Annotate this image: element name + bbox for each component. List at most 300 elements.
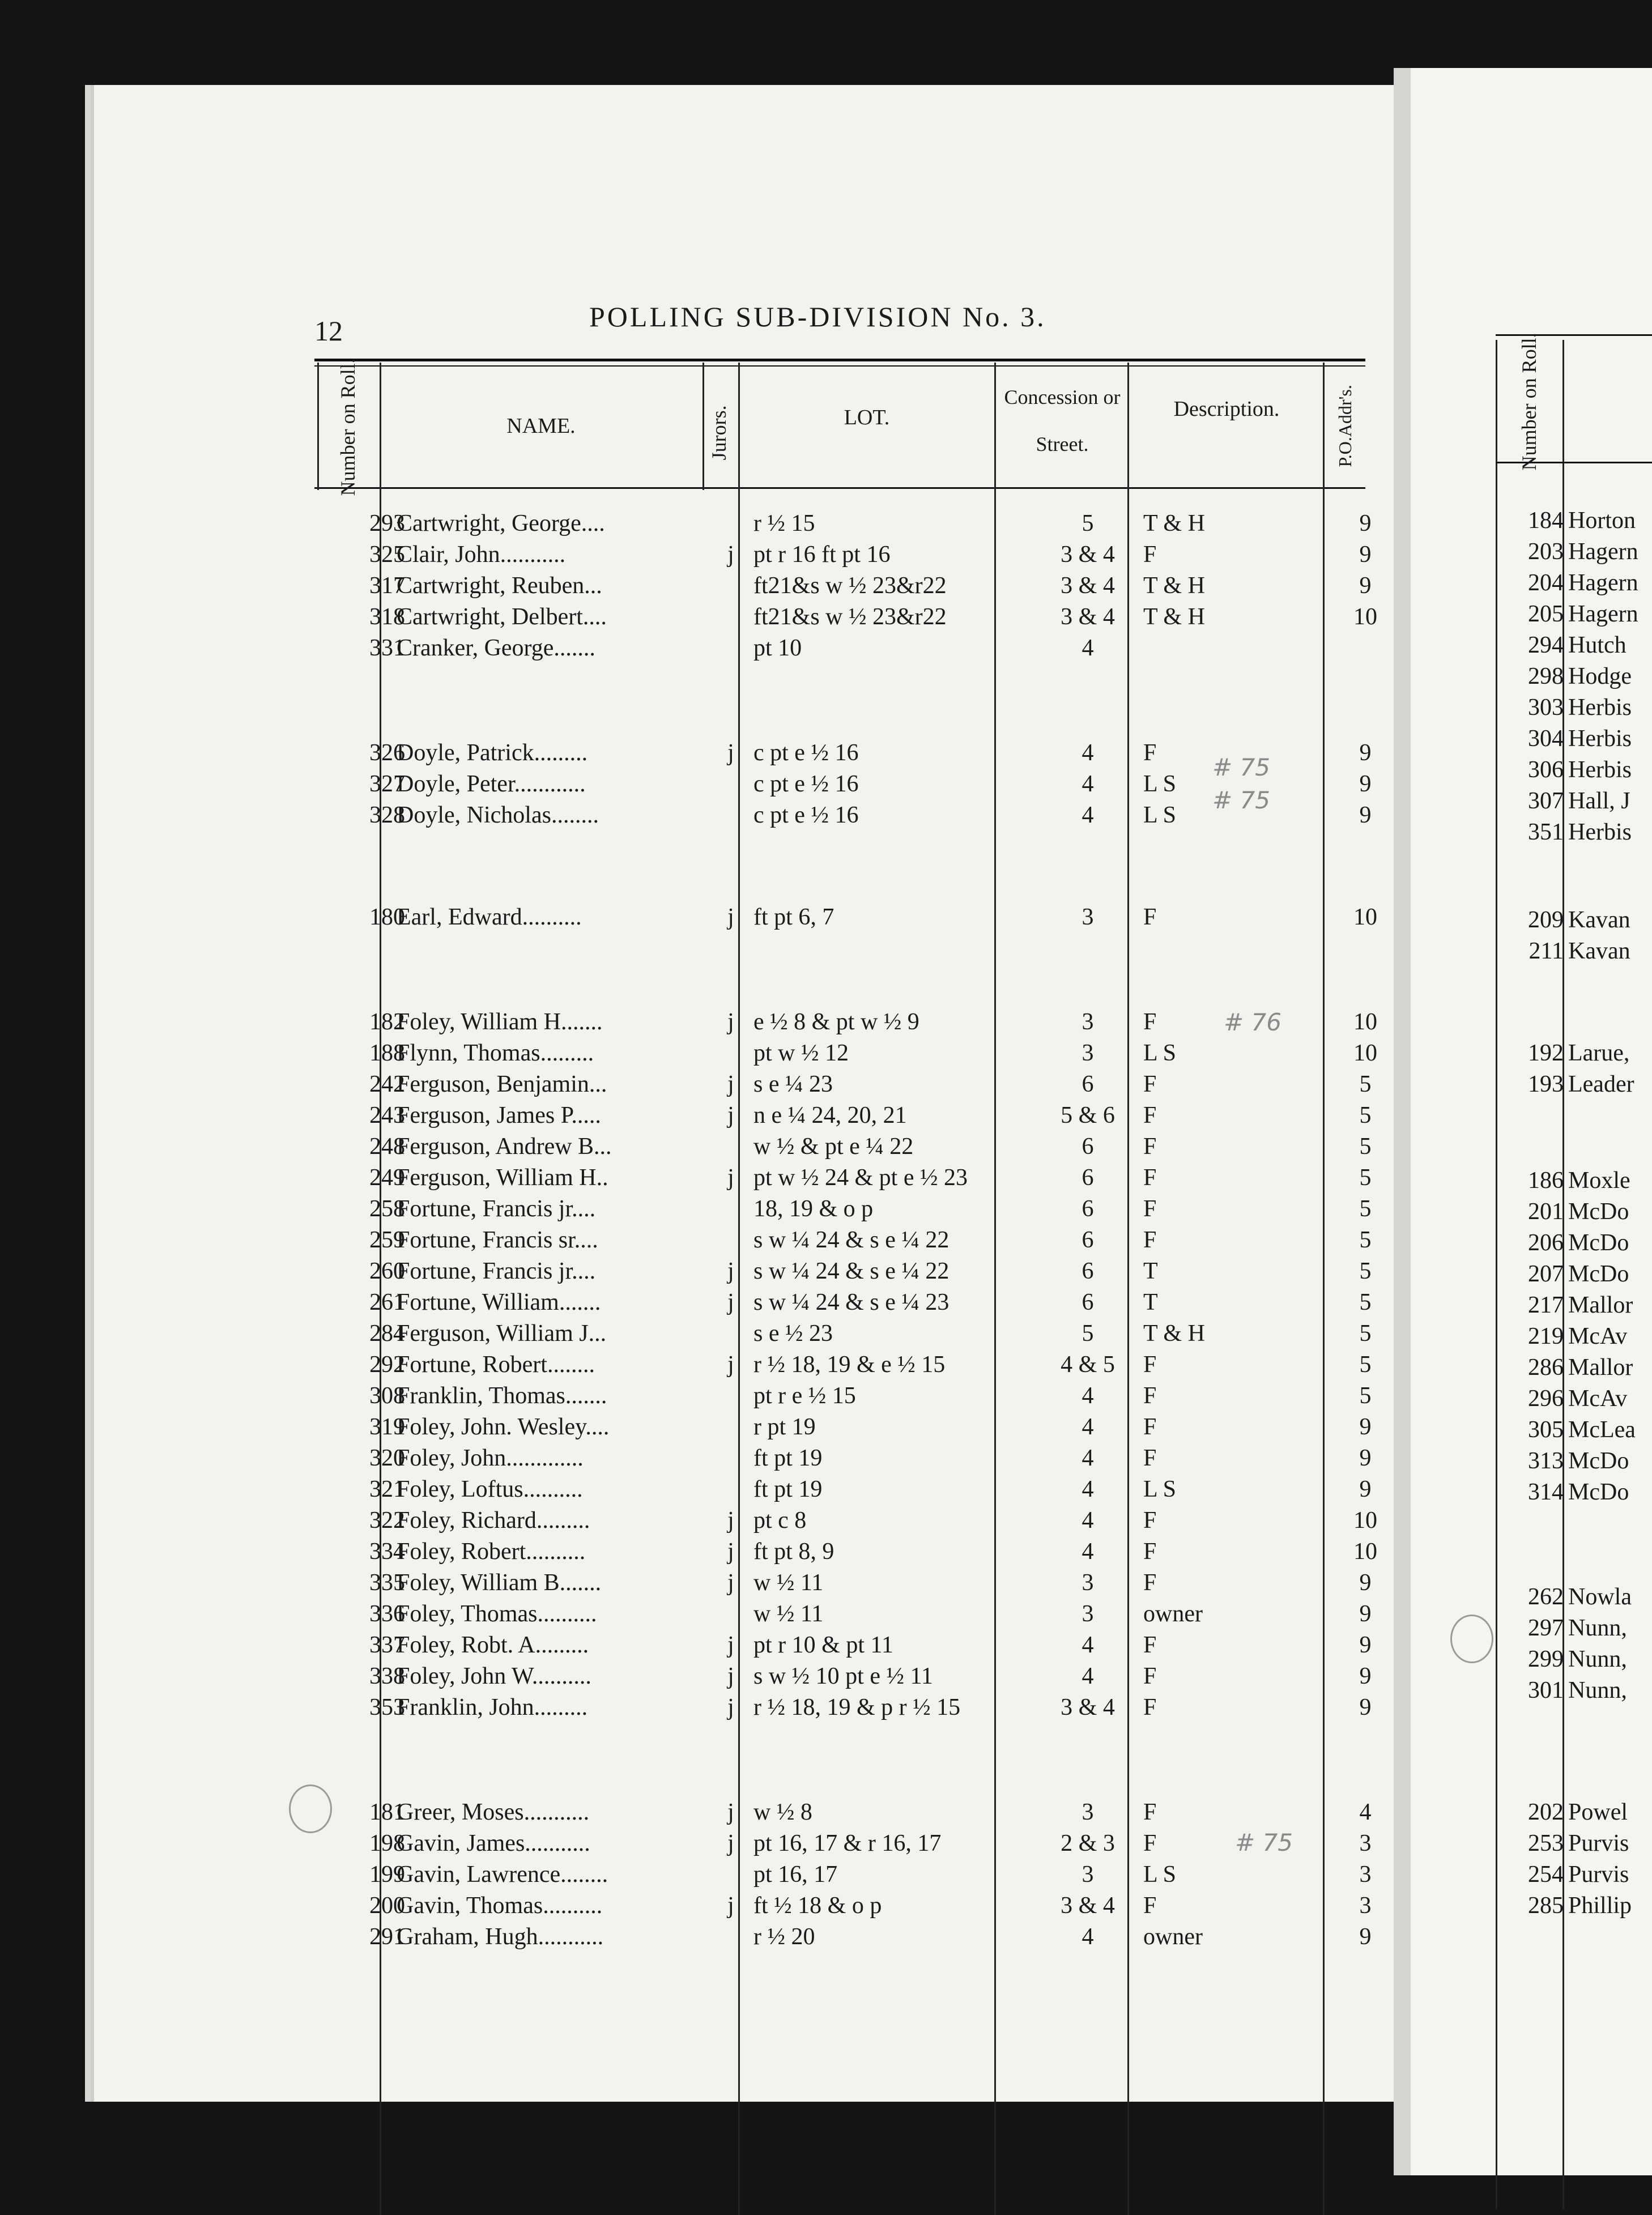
roll-number: 320 [369, 1445, 405, 1471]
lot-cell: r ½ 15 [753, 510, 815, 536]
concession-cell: 5 & 6 [1061, 1102, 1115, 1128]
po-address-cell: 9 [1359, 771, 1372, 797]
lot-cell: s w ½ 10 pt e ½ 11 [753, 1663, 933, 1689]
voter-name: Fortune, Francis jr.... [397, 1196, 596, 1222]
voter-name: Ferguson, William J... [397, 1321, 607, 1347]
voter-name: Foley, Loftus.......... [397, 1476, 583, 1502]
concession-cell: 3 [1082, 1601, 1094, 1627]
po-address-cell: 5 [1359, 1196, 1372, 1222]
concession-cell: 4 [1082, 1507, 1094, 1534]
juror-mark: j [727, 1632, 734, 1658]
next-voter-name: McDo [1568, 1261, 1629, 1287]
roll-number: 331 [369, 635, 405, 661]
po-address-cell: 10 [1353, 1040, 1377, 1066]
concession-cell: 3 & 4 [1061, 573, 1115, 599]
concession-cell: 4 [1082, 1476, 1094, 1502]
next-roll-number: 203 [1528, 539, 1564, 565]
juror-mark: j [727, 1539, 734, 1565]
voter-name: Clair, John........... [397, 542, 566, 568]
next-roll-number: 306 [1528, 757, 1564, 783]
next-roll-number: 209 [1528, 907, 1564, 933]
lot-cell: ft pt 19 [753, 1445, 823, 1471]
next-header-number: Number on Roll. [1518, 333, 1541, 471]
next-roll-number: 294 [1528, 632, 1564, 658]
description-cell: F [1143, 1570, 1157, 1596]
lot-cell: ft21&s w ½ 23&r22 [753, 573, 947, 599]
roll-number: 199 [369, 1862, 405, 1888]
po-address-cell: 4 [1359, 1799, 1372, 1825]
lot-cell: pt 16, 17 [753, 1862, 838, 1888]
roll-number: 284 [369, 1321, 405, 1347]
concession-cell: 3 & 4 [1061, 1893, 1115, 1919]
concession-cell: 6 [1082, 1258, 1094, 1284]
po-address-cell: 5 [1359, 1289, 1372, 1315]
roll-number: 353 [369, 1694, 405, 1720]
next-roll-number: 307 [1528, 788, 1564, 814]
next-voter-name: Larue, [1568, 1040, 1630, 1066]
next-roll-number: 301 [1528, 1677, 1564, 1703]
next-voter-name: Mallor [1568, 1354, 1633, 1381]
next-roll-number: 313 [1528, 1448, 1564, 1474]
concession-cell: 3 & 4 [1061, 1694, 1115, 1720]
roll-number: 335 [369, 1570, 405, 1596]
concession-cell: 6 [1082, 1071, 1094, 1097]
lot-cell: s w ¼ 24 & s e ¼ 23 [753, 1289, 950, 1315]
concession-cell: 5 [1082, 510, 1094, 536]
next-roll-number: 351 [1528, 819, 1564, 845]
next-voter-name: Nowla [1568, 1584, 1632, 1610]
concession-cell: 4 [1082, 635, 1094, 661]
voter-name: Greer, Moses........... [397, 1799, 590, 1825]
lot-cell: pt r 10 & pt 11 [753, 1632, 893, 1658]
po-address-cell: 9 [1359, 573, 1372, 599]
col-line-left [317, 363, 319, 490]
po-address-cell: 9 [1359, 1414, 1372, 1440]
lot-cell: r pt 19 [753, 1414, 816, 1440]
voter-name: Ferguson, James P..... [397, 1102, 601, 1128]
voter-name: Gavin, James........... [397, 1830, 590, 1856]
lot-cell: pt w ½ 24 & pt e ½ 23 [753, 1165, 968, 1191]
next-roll-number: 314 [1528, 1479, 1564, 1505]
voter-name: Ferguson, Andrew B... [397, 1134, 612, 1160]
voter-name: Flynn, Thomas......... [397, 1040, 594, 1066]
header-number: Number on Roll. [337, 358, 360, 496]
handwritten-note: # 75 [1235, 1829, 1293, 1856]
voter-name: Ferguson, William H.. [397, 1165, 608, 1191]
description-cell: T [1143, 1258, 1158, 1284]
voter-name: Gavin, Lawrence........ [397, 1862, 608, 1888]
concession-cell: 3 [1082, 1040, 1094, 1066]
roll-number: 334 [369, 1539, 405, 1565]
voter-name: Foley, John............. [397, 1445, 584, 1471]
description-cell: F [1143, 1196, 1157, 1222]
next-voter-name: Kavan [1568, 907, 1630, 933]
next-roll-number: 201 [1528, 1199, 1564, 1225]
po-address-cell: 10 [1353, 904, 1377, 930]
description-cell: T & H [1143, 604, 1205, 630]
next-roll-number: 254 [1528, 1862, 1564, 1888]
lot-cell: c pt e ½ 16 [753, 802, 859, 828]
po-address-cell: 9 [1359, 1663, 1372, 1689]
description-cell: F [1143, 1071, 1157, 1097]
juror-mark: j [727, 1799, 734, 1825]
next-roll-number: 297 [1528, 1615, 1564, 1641]
juror-mark: j [727, 1663, 734, 1689]
voter-name: Fortune, Francis jr.... [397, 1258, 596, 1284]
col-line-description [1323, 363, 1325, 2215]
roll-number: 182 [369, 1009, 405, 1035]
po-address-cell: 3 [1359, 1830, 1372, 1856]
description-cell: F [1143, 1663, 1157, 1689]
voter-name: Foley, John W.......... [397, 1663, 591, 1689]
handwritten-note: # 75 [1212, 753, 1270, 781]
juror-mark: j [727, 1570, 734, 1596]
concession-cell: 4 [1082, 1632, 1094, 1658]
juror-mark: j [727, 1352, 734, 1378]
pencil-mark [289, 1784, 332, 1833]
description-cell: F [1143, 1134, 1157, 1160]
description-cell: T [1143, 1289, 1158, 1315]
concession-cell: 4 [1082, 1383, 1094, 1409]
next-voter-name: Hagern [1568, 601, 1638, 627]
next-voter-name: McAv [1568, 1323, 1628, 1349]
next-roll-number: 211 [1528, 938, 1564, 964]
roll-number: 326 [369, 740, 405, 766]
description-cell: F [1143, 542, 1157, 568]
description-cell: L S [1143, 1476, 1176, 1502]
description-cell: owner [1143, 1924, 1203, 1950]
roll-number: 243 [369, 1102, 405, 1128]
lot-cell: pt c 8 [753, 1507, 807, 1534]
concession-cell: 4 [1082, 1445, 1094, 1471]
description-cell: F [1143, 1539, 1157, 1565]
lot-cell: 18, 19 & o p [753, 1196, 874, 1222]
lot-cell: pt 16, 17 & r 16, 17 [753, 1830, 942, 1856]
next-voter-name: Powel [1568, 1799, 1628, 1825]
po-address-cell: 10 [1353, 1539, 1377, 1565]
concession-cell: 4 [1082, 1663, 1094, 1689]
lot-cell: pt r 16 ft pt 16 [753, 542, 891, 568]
po-address-cell: 5 [1359, 1134, 1372, 1160]
roll-number: 248 [369, 1134, 405, 1160]
po-address-cell: 5 [1359, 1258, 1372, 1284]
juror-mark: j [727, 1102, 734, 1128]
next-roll-number: 262 [1528, 1584, 1564, 1610]
header-po-address: P.O.Addr's. [1335, 385, 1356, 467]
po-address-cell: 9 [1359, 1570, 1372, 1596]
concession-cell: 4 [1082, 1539, 1094, 1565]
po-address-cell: 10 [1353, 604, 1377, 630]
description-cell: L S [1143, 771, 1176, 797]
juror-mark: j [727, 1694, 734, 1720]
description-cell: F [1143, 1893, 1157, 1919]
concession-cell: 3 [1082, 904, 1094, 930]
voter-name: Cartwright, Delbert.... [397, 604, 607, 630]
lot-cell: w ½ 11 [753, 1601, 824, 1627]
next-voter-name: Nunn, [1568, 1615, 1627, 1641]
concession-cell: 6 [1082, 1289, 1094, 1315]
lot-cell: r ½ 18, 19 & e ½ 15 [753, 1352, 946, 1378]
page-title: POLLING SUB-DIVISION No. 3. [589, 301, 1046, 333]
roll-number: 336 [369, 1601, 405, 1627]
po-address-cell: 5 [1359, 1102, 1372, 1128]
description-cell: F [1143, 1507, 1157, 1534]
next-roll-number: 305 [1528, 1417, 1564, 1443]
po-address-cell: 10 [1353, 1009, 1377, 1035]
roll-number: 319 [369, 1414, 405, 1440]
concession-cell: 4 [1082, 1924, 1094, 1950]
description-cell: F [1143, 1445, 1157, 1471]
po-address-cell: 9 [1359, 802, 1372, 828]
roll-number: 180 [369, 904, 405, 930]
next-voter-name: Hagern [1568, 570, 1638, 596]
next-voter-name: Nunn, [1568, 1646, 1627, 1672]
lot-cell: s e ½ 23 [753, 1321, 833, 1347]
concession-cell: 6 [1082, 1196, 1094, 1222]
header-jurors: Jurors. [708, 405, 731, 461]
concession-cell: 6 [1082, 1165, 1094, 1191]
next-voter-name: Herbis [1568, 726, 1632, 752]
roll-number: 291 [369, 1924, 405, 1950]
po-address-cell: 10 [1353, 1507, 1377, 1534]
roll-number: 293 [369, 510, 405, 536]
header-lot: LOT. [844, 406, 890, 429]
roll-number: 308 [369, 1383, 405, 1409]
next-voter-name: Nunn, [1568, 1677, 1627, 1703]
voter-name: Foley, Robt. A......... [397, 1632, 589, 1658]
roll-number: 337 [369, 1632, 405, 1658]
lot-cell: c pt e ½ 16 [753, 771, 859, 797]
concession-cell: 3 & 4 [1061, 542, 1115, 568]
voter-name: Foley, William H....... [397, 1009, 603, 1035]
lot-cell: r ½ 18, 19 & p r ½ 15 [753, 1694, 961, 1720]
concession-cell: 6 [1082, 1134, 1094, 1160]
juror-mark: j [727, 1830, 734, 1856]
roll-number: 321 [369, 1476, 405, 1502]
next-roll-number: 202 [1528, 1799, 1564, 1825]
roll-number: 327 [369, 771, 405, 797]
description-cell: F [1143, 1227, 1157, 1253]
next-voter-name: Hodge [1568, 663, 1632, 689]
roll-number: 242 [369, 1071, 405, 1097]
description-cell: L S [1143, 1040, 1176, 1066]
next-roll-number: 192 [1528, 1040, 1564, 1066]
lot-cell: ft21&s w ½ 23&r22 [753, 604, 947, 630]
lot-cell: s w ¼ 24 & s e ¼ 22 [753, 1227, 950, 1253]
lot-cell: pt 10 [753, 635, 802, 661]
roll-number: 198 [369, 1830, 405, 1856]
next-roll-number: 184 [1528, 508, 1564, 534]
roll-number: 322 [369, 1507, 405, 1534]
voter-name: Earl, Edward.......... [397, 904, 582, 930]
po-address-cell: 5 [1359, 1383, 1372, 1409]
roll-number: 338 [369, 1663, 405, 1689]
lot-cell: ft pt 19 [753, 1476, 823, 1502]
concession-cell: 4 [1082, 740, 1094, 766]
next-roll-number: 296 [1528, 1386, 1564, 1412]
next-roll-number: 205 [1528, 601, 1564, 627]
next-voter-name: Kavan [1568, 938, 1630, 964]
next-roll-number: 217 [1528, 1292, 1564, 1318]
voter-name: Cartwright, Reuben... [397, 573, 602, 599]
description-cell: F [1143, 1694, 1157, 1720]
next-roll-number: 186 [1528, 1168, 1564, 1194]
next-roll-number: 206 [1528, 1230, 1564, 1256]
top-rule [314, 359, 1365, 361]
description-cell: T & H [1143, 510, 1205, 536]
col-line-name [702, 363, 704, 490]
voter-name: Franklin, Thomas....... [397, 1383, 607, 1409]
next-voter-name: Horton [1568, 508, 1636, 534]
lot-cell: w ½ 8 [753, 1799, 812, 1825]
roll-number: 200 [369, 1893, 405, 1919]
next-voter-name: McDo [1568, 1479, 1629, 1505]
lot-cell: c pt e ½ 16 [753, 740, 859, 766]
header-description: Description. [1173, 397, 1280, 421]
next-voter-name: McDo [1568, 1448, 1629, 1474]
roll-number: 325 [369, 542, 405, 568]
next-roll-number: 193 [1528, 1071, 1564, 1097]
next-voter-name: Herbis [1568, 757, 1632, 783]
voter-name: Foley, Richard......... [397, 1507, 590, 1534]
voter-name: Foley, John. Wesley.... [397, 1414, 610, 1440]
next-voter-name: McAv [1568, 1386, 1628, 1412]
roll-number: 258 [369, 1196, 405, 1222]
juror-mark: j [727, 904, 734, 930]
page-number: 12 [314, 315, 343, 347]
roll-number: 317 [369, 573, 405, 599]
roll-number: 261 [369, 1289, 405, 1315]
next-roll-number: 253 [1528, 1830, 1564, 1856]
roll-number: 328 [369, 802, 405, 828]
next-voter-name: McDo [1568, 1230, 1629, 1256]
concession-cell: 3 [1082, 1570, 1094, 1596]
next-voter-name: Herbis [1568, 819, 1632, 845]
next-voter-name: Hall, J [1568, 788, 1630, 814]
juror-mark: j [727, 1893, 734, 1919]
header-name: NAME. [506, 414, 576, 438]
roll-number: 249 [369, 1165, 405, 1191]
po-address-cell: 9 [1359, 510, 1372, 536]
concession-cell: 3 [1082, 1009, 1094, 1035]
po-address-cell: 9 [1359, 542, 1372, 568]
lot-cell: w ½ 11 [753, 1570, 824, 1596]
next-roll-number: 304 [1528, 726, 1564, 752]
next-roll-number: 207 [1528, 1261, 1564, 1287]
juror-mark: j [727, 542, 734, 568]
lot-cell: r ½ 20 [753, 1924, 815, 1950]
voter-name: Doyle, Nicholas........ [397, 802, 599, 828]
lot-cell: pt w ½ 12 [753, 1040, 849, 1066]
concession-cell: 3 [1082, 1862, 1094, 1888]
voter-name: Doyle, Peter............ [397, 771, 586, 797]
po-address-cell: 5 [1359, 1321, 1372, 1347]
po-address-cell: 9 [1359, 1694, 1372, 1720]
po-address-cell: 9 [1359, 1601, 1372, 1627]
concession-cell: 2 & 3 [1061, 1830, 1115, 1856]
po-address-cell: 9 [1359, 1632, 1372, 1658]
lot-cell: s w ¼ 24 & s e ¼ 22 [753, 1258, 950, 1284]
header-concession: Concession or Street. [1004, 386, 1121, 455]
lot-cell: e ½ 8 & pt w ½ 9 [753, 1009, 919, 1035]
po-address-cell: 9 [1359, 1476, 1372, 1502]
po-address-cell: 3 [1359, 1893, 1372, 1919]
next-roll-number: 286 [1528, 1354, 1564, 1381]
roll-number: 181 [369, 1799, 405, 1825]
lot-cell: s e ¼ 23 [753, 1071, 833, 1097]
next-roll-number: 285 [1528, 1893, 1564, 1919]
voter-name: Graham, Hugh........... [397, 1924, 604, 1950]
lot-cell: n e ¼ 24, 20, 21 [753, 1102, 907, 1128]
next-voter-name: McLea [1568, 1417, 1636, 1443]
voter-name: Franklin, John......... [397, 1694, 588, 1720]
description-cell: L S [1143, 1862, 1176, 1888]
description-cell: F [1143, 1165, 1157, 1191]
po-address-cell: 5 [1359, 1227, 1372, 1253]
concession-cell: 3 & 4 [1061, 604, 1115, 630]
voter-name: Ferguson, Benjamin... [397, 1071, 607, 1097]
juror-mark: j [727, 1289, 734, 1315]
description-cell: F [1143, 1102, 1157, 1128]
concession-cell: 4 [1082, 1414, 1094, 1440]
next-roll-number: 303 [1528, 695, 1564, 721]
lot-cell: pt r e ½ 15 [753, 1383, 856, 1409]
voter-name: Fortune, Francis sr.... [397, 1227, 598, 1253]
pencil-mark [1450, 1615, 1493, 1663]
next-voter-name: Mallor [1568, 1292, 1633, 1318]
voter-name: Foley, Robert.......... [397, 1539, 586, 1565]
description-cell: T & H [1143, 573, 1205, 599]
description-cell: F [1143, 1009, 1157, 1035]
concession-cell: 4 & 5 [1061, 1352, 1115, 1378]
juror-mark: j [727, 1507, 734, 1534]
header-rule [314, 487, 1365, 489]
description-cell: owner [1143, 1601, 1203, 1627]
lot-cell: ft pt 6, 7 [753, 904, 834, 930]
voter-name: Foley, Thomas.......... [397, 1601, 597, 1627]
description-cell: F [1143, 1383, 1157, 1409]
description-cell: F [1143, 1830, 1157, 1856]
handwritten-note: # 76 [1224, 1008, 1281, 1036]
description-cell: F [1143, 740, 1157, 766]
lot-cell: ft pt 8, 9 [753, 1539, 834, 1565]
roll-number: 260 [369, 1258, 405, 1284]
handwritten-note: # 75 [1212, 786, 1270, 814]
next-voter-name: Moxle [1568, 1168, 1630, 1194]
roll-number: 188 [369, 1040, 405, 1066]
po-address-cell: 5 [1359, 1165, 1372, 1191]
po-address-cell: 3 [1359, 1862, 1372, 1888]
next-roll-number: 219 [1528, 1323, 1564, 1349]
description-cell: L S [1143, 802, 1176, 828]
description-cell: F [1143, 1632, 1157, 1658]
next-voter-name: Herbis [1568, 695, 1632, 721]
description-cell: F [1143, 1414, 1157, 1440]
juror-mark: j [727, 1258, 734, 1284]
lot-cell: ft ½ 18 & o p [753, 1893, 882, 1919]
next-voter-name: Hagern [1568, 539, 1638, 565]
voter-name: Doyle, Patrick......... [397, 740, 588, 766]
next-voter-name: Purvis [1568, 1830, 1629, 1856]
po-address-cell: 9 [1359, 740, 1372, 766]
lot-cell: w ½ & pt e ¼ 22 [753, 1134, 914, 1160]
po-address-cell: 9 [1359, 1445, 1372, 1471]
next-voter-name: Leader [1568, 1071, 1634, 1097]
po-address-cell: 9 [1359, 1924, 1372, 1950]
next-voter-name: Purvis [1568, 1862, 1629, 1888]
next-voter-name: Phillip [1568, 1893, 1632, 1919]
roll-number: 259 [369, 1227, 405, 1253]
